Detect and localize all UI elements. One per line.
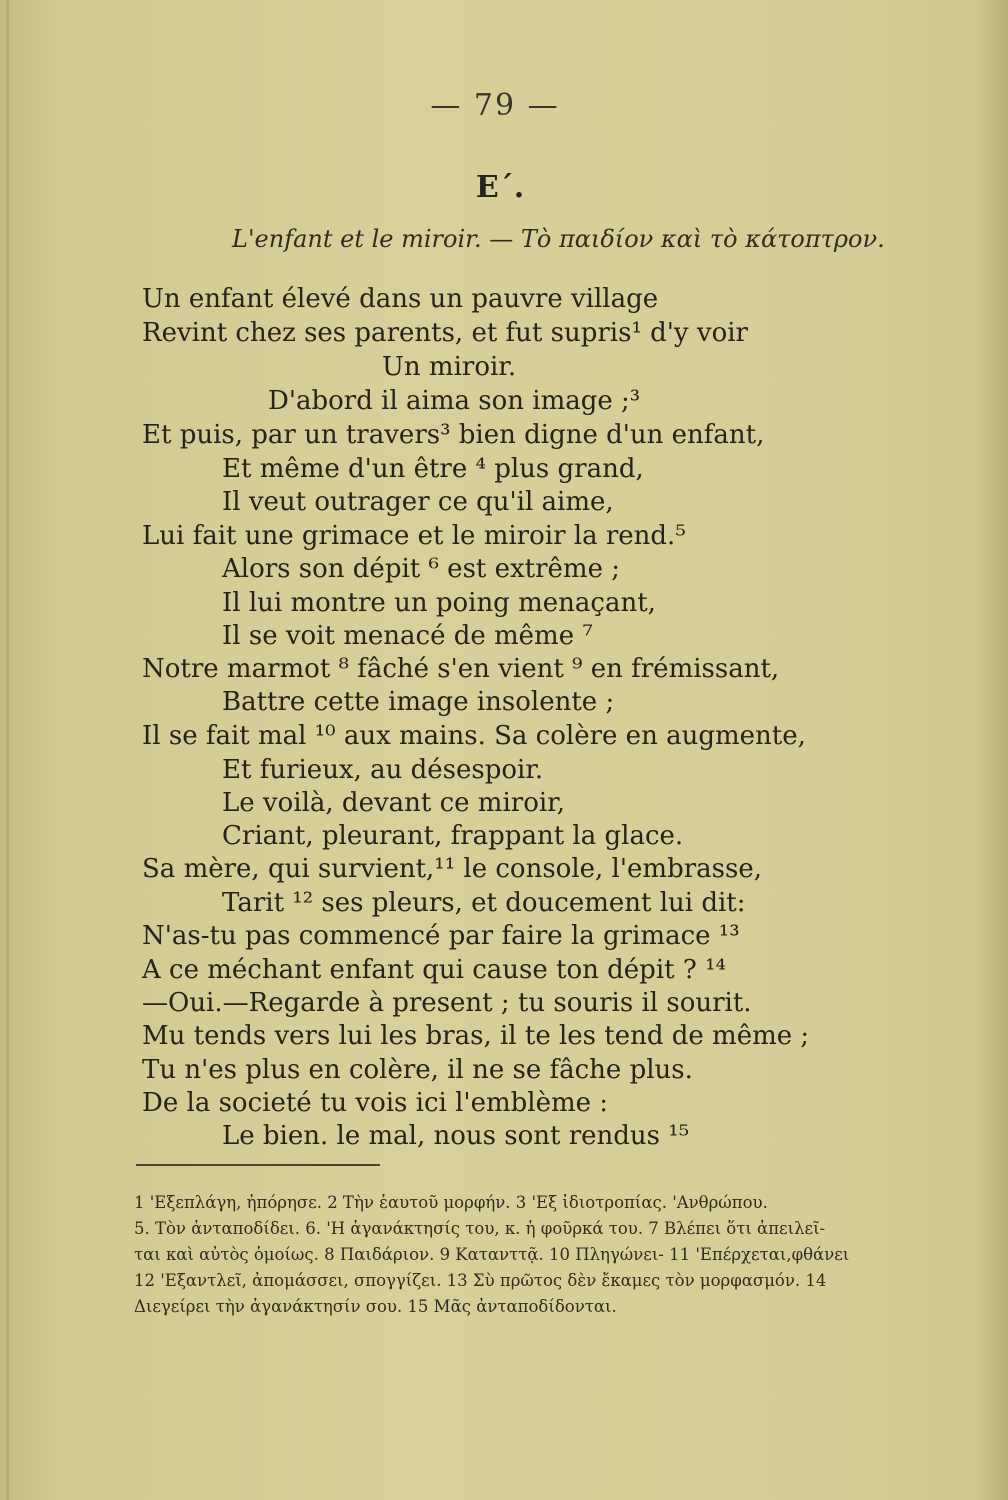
poem-line: Et furieux, au désespoir. bbox=[222, 755, 544, 785]
poem-line: Mu tends vers lui les bras, il te les tend de même ; bbox=[142, 1021, 810, 1051]
footnotes bbox=[134, 1190, 854, 1320]
poem-line: Il lui montre un poing menaçant, bbox=[222, 588, 656, 618]
footnote-line: 1 'Εξεπλάγη, ἠπόρησε. 2 Τὴν ἑαυτοῦ μορφήν. 3 'Εξ ἰδιοτροπίας. 'Ανθρώπου. bbox=[134, 1193, 768, 1212]
page-edge-shadow bbox=[976, 0, 1008, 1500]
poem-line: Notre marmot ⁸ fâché s'en vient ⁹ en frémissant, bbox=[142, 654, 780, 684]
poem-line: Il veut outrager ce qu'il aime, bbox=[222, 487, 614, 517]
poem-title: L'enfant et le miroir. — Τὸ παιδίον καὶ τὸ κάτοπτρον. bbox=[232, 225, 885, 253]
poem-line: Et puis, par un travers³ bien digne d'un enfant, bbox=[142, 420, 765, 450]
poem-line: Et même d'un être ⁴ plus grand, bbox=[222, 454, 644, 484]
poem-line: Sa mère, qui survient,¹¹ le console, l'embrasse, bbox=[142, 854, 762, 884]
poem-line: Un enfant élevé dans un pauvre village bbox=[142, 284, 659, 314]
poem-line: Un miroir. bbox=[382, 352, 517, 382]
poem-line: —Oui.—Regarde à present ; tu souris il sourit. bbox=[142, 988, 752, 1018]
poem-line: Lui fait une grimace et le miroir la rend.⁵ bbox=[142, 521, 686, 551]
poem-line: Alors son dépit ⁶ est extrême ; bbox=[222, 554, 620, 584]
footnote-separator bbox=[136, 1164, 380, 1166]
poem-line: Tu n'es plus en colère, il ne se fâche plus. bbox=[142, 1055, 693, 1085]
poem-line: Tarit ¹² ses pleurs, et doucement lui dit: bbox=[222, 888, 746, 918]
footnote-line: ται καὶ αὐτὸς ὁμοίως. 8 Παιδάριον. 9 Κατανττᾷ. 10 Πληγώνει- 11 'Επέρχεται,φθάνει bbox=[134, 1245, 850, 1264]
poem-line: Il se fait mal ¹⁰ aux mains. Sa colère en augmente, bbox=[142, 721, 806, 751]
poem-line: Criant, pleurant, frappant la glace. bbox=[222, 821, 684, 851]
footnote-line: Διεγείρει τὴν ἀγανάκτησίν σου. 15 Μᾶς ἀνταποδίδονται. bbox=[134, 1297, 617, 1316]
footnote-line: 12 'Εξαντλεῖ, ἀπομάσσει, σπογγίζει. 13 Σὺ πρῶτος δὲν ἔκαμες τὸν μορφασμόν. 14 bbox=[134, 1271, 827, 1290]
poem-line: Revint chez ses parents, et fut supris¹ d'y voir bbox=[142, 318, 748, 348]
page-fold-shadow bbox=[6, 0, 9, 1500]
poem-line: N'as-tu pas commencé par faire la grimace ¹³ bbox=[142, 921, 740, 951]
poem-line: De la societé tu vois ici l'emblème : bbox=[142, 1088, 609, 1118]
poem-line: Il se voit menacé de même ⁷ bbox=[222, 621, 593, 651]
page-number: — 79 — bbox=[430, 88, 560, 123]
poem-line: A ce méchant enfant qui cause ton dépit ? ¹⁴ bbox=[142, 955, 726, 985]
poem-line: D'abord il aima son image ;³ bbox=[268, 386, 641, 416]
poem-line: Battre cette image insolente ; bbox=[222, 687, 615, 717]
poem-line: Le voilà, devant ce miroir, bbox=[222, 788, 566, 818]
footnote-line: 5. Τὸν ἀνταποδίδει. 6. 'Η ἀγανάκτησίς του, κ. ἡ φοῦρκά του. 7 Βλέπει ὅτι ἀπειλεῖ- bbox=[134, 1219, 826, 1238]
poem-line: Le bien. le mal, nous sont rendus ¹⁵ bbox=[222, 1121, 690, 1151]
section-heading: E΄. bbox=[475, 170, 525, 205]
